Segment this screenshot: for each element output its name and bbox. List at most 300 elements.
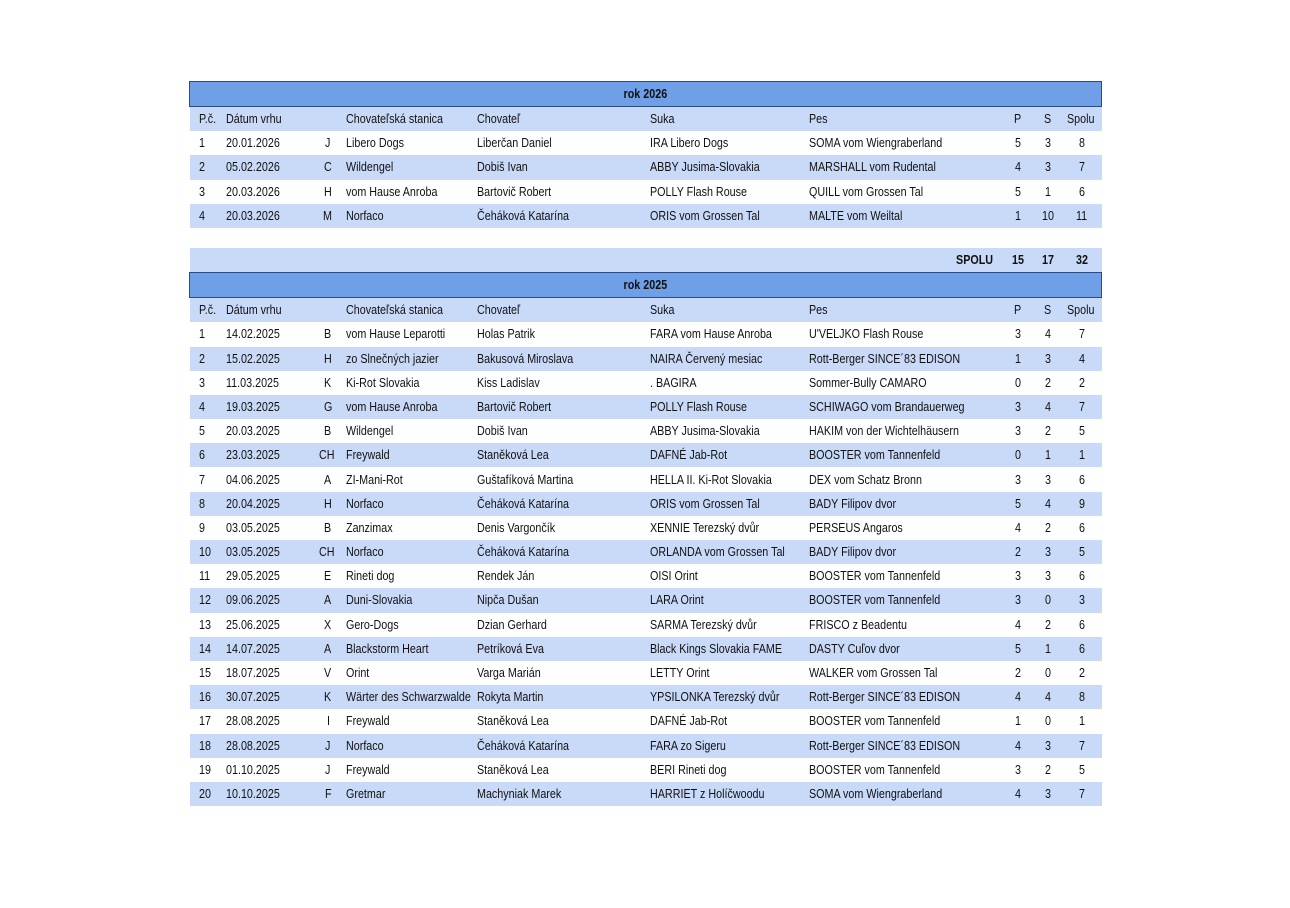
row-number-text: 6	[198, 448, 205, 463]
males-count-text: 4	[1015, 786, 1021, 801]
row-number	[190, 613, 226, 637]
table-row	[190, 492, 1102, 516]
litter-letter	[312, 467, 346, 491]
total-count	[1064, 371, 1102, 395]
header-s-text: S	[1044, 303, 1052, 318]
litter-date-text: 03.05.2025	[225, 520, 280, 535]
dog-name-text: BOOSTER vom Tannenfeld	[808, 714, 940, 729]
breeder-name-text: Bartovič Robert	[476, 184, 551, 199]
table-row	[190, 758, 1102, 782]
kennel-name-text: Norfaco	[345, 496, 384, 511]
litter-date-text: 05.02.2026	[225, 160, 280, 175]
row-number	[190, 371, 226, 395]
females-count-text: 4	[1045, 690, 1051, 705]
females-count	[1034, 758, 1064, 782]
litter-date-text: 14.02.2025	[225, 327, 280, 342]
header-p-text: P	[1014, 303, 1022, 318]
header-breeder-text: Chovateľ	[476, 303, 520, 318]
breeder-name-text: Čeháková Katarína	[476, 545, 569, 560]
table-row	[190, 613, 1102, 637]
total-count-text: 9	[1079, 496, 1086, 511]
header-pc	[190, 107, 226, 132]
breeder-name	[477, 322, 650, 346]
dog-name-text: DASTY Cuľov dvor	[808, 641, 900, 656]
kennel-name	[346, 419, 477, 443]
row-number	[190, 709, 226, 733]
females-count-text: 3	[1045, 738, 1051, 753]
total-count	[1064, 709, 1102, 733]
total-count	[1064, 685, 1102, 709]
litter-letter	[312, 492, 346, 516]
litter-date-text: 20.03.2026	[225, 208, 280, 223]
bitch-name	[650, 734, 809, 758]
table-row	[190, 637, 1102, 661]
litter-date-text: 23.03.2025	[225, 448, 280, 463]
litter-letter-text: B	[324, 327, 332, 342]
litter-letter-text: X	[324, 617, 332, 632]
dog-name	[809, 637, 1004, 661]
total-count	[1064, 734, 1102, 758]
litter-date	[226, 758, 312, 782]
kennel-name-text: Freywald	[345, 714, 390, 729]
males-count-text: 3	[1015, 472, 1021, 487]
bitch-name-text: SARMA Terezský dvůr	[649, 617, 757, 632]
males-count-text: 2	[1015, 545, 1021, 560]
litter-letter	[312, 588, 346, 612]
males-count-text: 1	[1015, 208, 1021, 223]
litter-letter	[312, 419, 346, 443]
litter-letter-text: J	[325, 738, 331, 753]
bitch-name	[650, 540, 809, 564]
males-count	[1004, 322, 1034, 346]
total-count-text: 7	[1079, 399, 1086, 414]
dog-name-text: U'VELJKO Flash Rouse	[808, 327, 923, 342]
males-count	[1004, 758, 1034, 782]
litter-letter	[312, 371, 346, 395]
breeder-name	[477, 734, 650, 758]
header-dog	[809, 107, 1004, 132]
litter-date-text: 10.10.2025	[225, 786, 280, 801]
males-count-text: 3	[1015, 593, 1021, 608]
litter-date-text: 20.03.2025	[225, 424, 280, 439]
breeder-name	[477, 661, 650, 685]
total-count-text: 6	[1079, 617, 1086, 632]
kennel-name	[346, 492, 477, 516]
kennel-name	[346, 564, 477, 588]
dog-name-text: BOOSTER vom Tannenfeld	[808, 593, 940, 608]
litter-letter-text: J	[325, 762, 331, 777]
row-number-text: 14	[198, 641, 211, 656]
row-number-text: 2	[198, 351, 205, 366]
kennel-name-text: Wärter des Schwarzwalde	[345, 690, 471, 705]
spacer-cell	[190, 228, 1102, 248]
litter-letter	[312, 540, 346, 564]
total-count	[1064, 131, 1102, 155]
total-count	[1064, 613, 1102, 637]
breeder-name-text: Dzian Gerhard	[476, 617, 547, 632]
dog-name	[809, 685, 1004, 709]
males-count-text: 2	[1015, 666, 1021, 681]
bitch-name-text: XENNIE Terezský dvůr	[649, 520, 759, 535]
females-count-text: 3	[1045, 786, 1051, 801]
males-count	[1004, 685, 1034, 709]
litter-letter-text: A	[324, 641, 332, 656]
bitch-name	[650, 347, 809, 371]
females-count-text: 3	[1045, 569, 1051, 584]
bitch-name-text: DAFNÉ Jab-Rot	[649, 714, 727, 729]
header-s	[1034, 107, 1064, 132]
dog-name	[809, 347, 1004, 371]
row-number-text: 12	[198, 593, 211, 608]
row-number	[190, 492, 226, 516]
total-count-text: 6	[1079, 569, 1086, 584]
litter-date	[226, 540, 312, 564]
row-number	[190, 564, 226, 588]
females-count-text: 1	[1045, 448, 1051, 463]
males-count	[1004, 588, 1034, 612]
breeder-name-text: Nipča Dušan	[476, 593, 539, 608]
kennel-name-text: Libero Dogs	[345, 136, 404, 151]
dog-name	[809, 395, 1004, 419]
dog-name-text: HAKIM von der Wichtelhäusern	[808, 424, 959, 439]
row-number	[190, 155, 226, 179]
bitch-name-text: YPSILONKA Terezský dvůr	[649, 690, 779, 705]
bitch-name	[650, 371, 809, 395]
total-count	[1064, 492, 1102, 516]
table-row	[190, 564, 1102, 588]
litter-date	[226, 347, 312, 371]
table-row	[190, 322, 1102, 346]
kennel-name	[346, 758, 477, 782]
kennel-name	[346, 685, 477, 709]
males-count-text: 4	[1015, 617, 1021, 632]
kennel-name-text: vom Hause Anroba	[345, 184, 437, 199]
breeder-name-text: Staněková Lea	[476, 448, 549, 463]
row-number-text: 13	[198, 617, 211, 632]
females-count	[1034, 131, 1064, 155]
breeder-name	[477, 588, 650, 612]
kennel-name	[346, 661, 477, 685]
females-count-text: 1	[1045, 184, 1051, 199]
litter-letter	[312, 709, 346, 733]
females-count-text: 10	[1041, 208, 1054, 223]
litter-letter	[312, 637, 346, 661]
row-number	[190, 734, 226, 758]
females-count-text: 3	[1045, 136, 1051, 151]
kennel-name	[346, 516, 477, 540]
litter-date	[226, 661, 312, 685]
dog-name	[809, 588, 1004, 612]
females-count-text: 4	[1045, 399, 1051, 414]
females-count-text: 4	[1045, 496, 1051, 511]
females-count	[1034, 204, 1064, 228]
males-count	[1004, 540, 1034, 564]
males-count-text: 3	[1015, 569, 1021, 584]
litter-date-text: 15.02.2025	[225, 351, 280, 366]
row-number-text: 1	[198, 136, 205, 151]
dog-name-text: BADY Filipov dvor	[808, 545, 896, 560]
dog-name-text: QUILL vom Grossen Tal	[808, 184, 923, 199]
litter-letter-text: J	[325, 136, 331, 151]
males-count	[1004, 395, 1034, 419]
breeder-name	[477, 371, 650, 395]
table-row	[190, 395, 1102, 419]
males-count-text: 3	[1015, 399, 1021, 414]
kennel-name-text: Wildengel	[345, 424, 393, 439]
row-number	[190, 419, 226, 443]
males-count-text: 3	[1015, 327, 1021, 342]
bitch-name-text: HARRIET z Holíčwoodu	[649, 786, 765, 801]
males-count-text: 4	[1015, 738, 1021, 753]
litter-letter-text: CH	[319, 545, 336, 560]
header-bitch-text: Suka	[649, 112, 675, 127]
header-date	[226, 298, 312, 323]
row-number-text: 2	[198, 160, 205, 175]
header-bitch-text: Suka	[649, 303, 675, 318]
litter-letter	[312, 782, 346, 806]
males-count	[1004, 516, 1034, 540]
row-number	[190, 180, 226, 204]
header-total-text: Spolu	[1066, 112, 1095, 127]
kennel-name-text: Gero-Dogs	[345, 617, 399, 632]
row-number	[190, 467, 226, 491]
breeder-name	[477, 637, 650, 661]
total-count	[1064, 395, 1102, 419]
litter-date	[226, 443, 312, 467]
dog-name	[809, 467, 1004, 491]
total-count	[1064, 467, 1102, 491]
litter-date-text: 03.05.2025	[225, 545, 280, 560]
litter-letter-text: V	[324, 666, 332, 681]
sum-females	[1034, 248, 1064, 273]
dog-name	[809, 131, 1004, 155]
sum-total	[1064, 248, 1102, 273]
breeder-name	[477, 709, 650, 733]
females-count-text: 0	[1045, 593, 1051, 608]
total-count-text: 6	[1079, 641, 1086, 656]
header-station	[346, 298, 477, 323]
litter-date-text: 04.06.2025	[225, 472, 280, 487]
dog-name	[809, 492, 1004, 516]
litter-date-text: 11.03.2025	[225, 375, 279, 390]
breeder-name	[477, 782, 650, 806]
dog-name	[809, 516, 1004, 540]
breeder-name	[477, 395, 650, 419]
litter-letter-text: M	[323, 208, 333, 223]
bitch-name-text: Black Kings Slovakia FAME	[649, 641, 782, 656]
bitch-name	[650, 613, 809, 637]
litter-date	[226, 588, 312, 612]
males-count	[1004, 180, 1034, 204]
males-count	[1004, 155, 1034, 179]
header-breeder-text: Chovateľ	[476, 112, 520, 127]
kennel-name	[346, 540, 477, 564]
sum-males	[1004, 248, 1034, 273]
litter-date	[226, 180, 312, 204]
table-row	[190, 661, 1102, 685]
sum-females-text: 17	[1041, 253, 1054, 268]
sum-total-text: 32	[1075, 253, 1088, 268]
males-count-text: 3	[1015, 762, 1021, 777]
total-count-text: 2	[1079, 666, 1086, 681]
females-count-text: 3	[1045, 351, 1051, 366]
breeder-name-text: Liberčan Daniel	[476, 136, 552, 151]
row-number	[190, 540, 226, 564]
females-count	[1034, 637, 1064, 661]
breeder-name	[477, 540, 650, 564]
breeder-name-text: Guštafíková Martina	[476, 472, 573, 487]
kennel-name	[346, 709, 477, 733]
litter-date-text: 18.07.2025	[225, 666, 280, 681]
spacer-row	[190, 228, 1102, 248]
dog-name-text: PERSEUS Angaros	[808, 520, 903, 535]
table-row	[190, 734, 1102, 758]
header-bitch	[650, 298, 809, 323]
litter-date	[226, 155, 312, 179]
males-count-text: 1	[1015, 714, 1021, 729]
bitch-name-text: ABBY Jusima-Slovakia	[649, 160, 760, 175]
females-count-text: 3	[1045, 545, 1051, 560]
bitch-name	[650, 155, 809, 179]
kennel-name-text: Ki-Rot Slovakia	[345, 375, 419, 390]
kennel-name-text: Norfaco	[345, 208, 384, 223]
kennel-name	[346, 734, 477, 758]
litter-letter	[312, 613, 346, 637]
row-number	[190, 637, 226, 661]
year-title-cell	[190, 82, 1102, 107]
males-count-text: 5	[1015, 496, 1021, 511]
dog-name-text: MALTE vom Weiltal	[808, 208, 902, 223]
females-count	[1034, 419, 1064, 443]
dog-name	[809, 661, 1004, 685]
breeder-name-text: Kiss Ladislav	[476, 375, 540, 390]
females-count	[1034, 685, 1064, 709]
header-total-text: Spolu	[1066, 303, 1095, 318]
males-count	[1004, 734, 1034, 758]
females-count-text: 0	[1045, 714, 1051, 729]
breeder-name-text: Čeháková Katarína	[476, 208, 569, 223]
header-station-text: Chovateľská stanica	[345, 303, 443, 318]
females-count	[1034, 155, 1064, 179]
litter-date-text: 14.07.2025	[225, 641, 280, 656]
breeder-name	[477, 467, 650, 491]
litter-date	[226, 637, 312, 661]
females-count-text: 3	[1045, 160, 1051, 175]
row-number-text: 19	[198, 762, 211, 777]
header-p-text: P	[1014, 112, 1022, 127]
breeder-name-text: Varga Marián	[476, 666, 541, 681]
bitch-name-text: LETTY Orint	[649, 666, 710, 681]
breeder-name	[477, 131, 650, 155]
kennel-name-text: ZI-Mani-Rot	[345, 472, 403, 487]
table-row	[190, 155, 1102, 179]
bitch-name	[650, 395, 809, 419]
litter-letter	[312, 758, 346, 782]
litter-date-text: 20.04.2025	[225, 496, 280, 511]
males-count	[1004, 371, 1034, 395]
litter-date-text: 28.08.2025	[225, 738, 280, 753]
litter-date	[226, 564, 312, 588]
header-pc	[190, 298, 226, 323]
header-date-text: Dátum vrhu	[225, 303, 282, 318]
breeder-name	[477, 758, 650, 782]
bitch-name-text: . BAGIRA	[649, 375, 697, 390]
bitch-name	[650, 492, 809, 516]
males-count-text: 1	[1015, 351, 1021, 366]
year-2026-header-row	[190, 107, 1102, 132]
females-count	[1034, 395, 1064, 419]
kennel-name	[346, 613, 477, 637]
table-row	[190, 131, 1102, 155]
dog-name	[809, 419, 1004, 443]
dog-name-text: SOMA vom Wiengraberland	[808, 136, 942, 151]
breeder-name-text: Dobiš Ivan	[476, 424, 528, 439]
males-count	[1004, 661, 1034, 685]
table-row	[190, 467, 1102, 491]
breeder-name	[477, 516, 650, 540]
kennel-name-text: Zanzimax	[345, 520, 393, 535]
litter-date	[226, 371, 312, 395]
row-number	[190, 782, 226, 806]
year-2026-sum-row	[190, 248, 1102, 273]
females-count	[1034, 782, 1064, 806]
breeder-name	[477, 564, 650, 588]
males-count	[1004, 467, 1034, 491]
litter-letter-text: H	[323, 351, 332, 366]
table-row	[190, 443, 1102, 467]
litter-date	[226, 467, 312, 491]
row-number-text: 8	[198, 496, 205, 511]
litter-date	[226, 516, 312, 540]
breeder-name-text: Petríková Eva	[476, 641, 544, 656]
header-date-text: Dátum vrhu	[225, 112, 282, 127]
kennel-name	[346, 347, 477, 371]
header-station-text: Chovateľská stanica	[345, 112, 443, 127]
total-count-text: 1	[1079, 714, 1086, 729]
females-count	[1034, 347, 1064, 371]
dog-name	[809, 613, 1004, 637]
dog-name-text: DEX vom Schatz Bronn	[808, 472, 922, 487]
total-count-text: 7	[1079, 786, 1086, 801]
table-row	[190, 204, 1102, 228]
kennel-name-text: Rineti dog	[345, 569, 394, 584]
bitch-name-text: FARA zo Sigeru	[649, 738, 726, 753]
dog-name-text: BADY Filipov dvor	[808, 496, 896, 511]
header-breeder	[477, 298, 650, 323]
header-letter	[312, 298, 346, 323]
header-pc-text: P.č.	[198, 303, 216, 318]
row-number-text: 5	[198, 424, 205, 439]
bitch-name-text: DAFNÉ Jab-Rot	[649, 448, 727, 463]
females-count-text: 2	[1045, 617, 1051, 632]
dog-name-text: Sommer-Bully CAMARO	[808, 375, 927, 390]
bitch-name	[650, 782, 809, 806]
bitch-name-text: FARA vom Hause Anroba	[649, 327, 772, 342]
year-title-cell	[190, 273, 1102, 298]
females-count	[1034, 322, 1064, 346]
dog-name-text: FRISCO z Beadentu	[808, 617, 907, 632]
breeder-name-text: Denis Vargončík	[476, 520, 555, 535]
row-number-text: 15	[198, 666, 211, 681]
breeder-name	[477, 347, 650, 371]
dog-name	[809, 564, 1004, 588]
header-total	[1064, 298, 1102, 323]
breeder-name	[477, 155, 650, 179]
header-letter	[312, 107, 346, 132]
kennel-name	[346, 322, 477, 346]
total-count-text: 8	[1079, 136, 1086, 151]
litter-date	[226, 709, 312, 733]
